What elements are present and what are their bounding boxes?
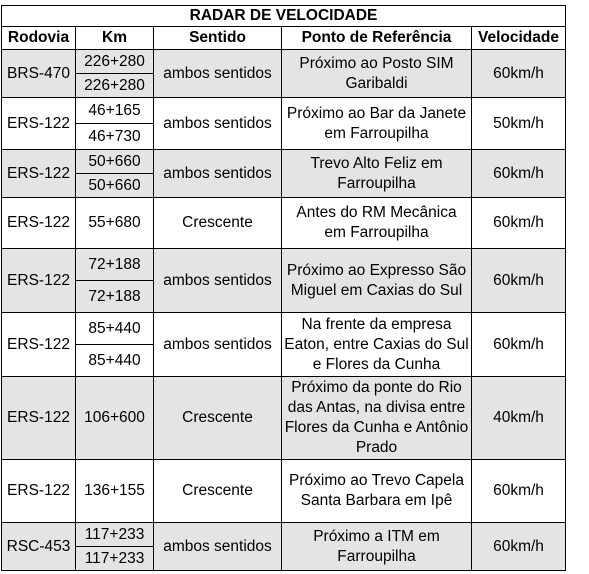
cell-km: 136+155	[76, 460, 154, 523]
header-rodovia: Rodovia	[2, 27, 76, 50]
cell-velocidade: 60km/h	[472, 523, 566, 571]
radar-table-container	[1, 5, 566, 571]
cell-km: 55+680	[76, 198, 154, 249]
cell-ponto-referencia: Próximo ao Bar da Janete em Farroupilha	[282, 98, 472, 150]
cell-velocidade: 60km/h	[472, 150, 566, 198]
cell-velocidade: 60km/h	[472, 313, 566, 377]
cell-ponto-referencia: Na frente da empresa Eaton, entre Caxias do Sul e Flores da Cunha	[282, 313, 472, 377]
cell-velocidade: 60km/h	[472, 50, 566, 98]
cell-velocidade: 50km/h	[472, 98, 566, 150]
cell-km: 85+440	[76, 345, 154, 377]
cell-ponto-referencia: Próximo ao Expresso São Miguel em Caxias do Sul	[282, 249, 472, 313]
cell-sentido: ambos sentidos	[154, 150, 282, 198]
table-body	[2, 50, 566, 571]
cell-km: 85+440	[76, 313, 154, 345]
cell-velocidade: 60km/h	[472, 460, 566, 523]
cell-km: 72+188	[76, 281, 154, 313]
cell-sentido: ambos sentidos	[154, 98, 282, 150]
cell-sentido: ambos sentidos	[154, 249, 282, 313]
cell-km: 50+660	[76, 174, 154, 198]
table-row	[2, 249, 566, 281]
cell-rodovia: ERS-122	[2, 313, 76, 377]
radar-table	[1, 5, 566, 571]
header-velocidade: Velocidade	[472, 27, 566, 50]
table-row	[2, 523, 566, 547]
table-row	[2, 313, 566, 345]
cell-km: 50+660	[76, 150, 154, 174]
cell-sentido: ambos sentidos	[154, 523, 282, 571]
cell-sentido: Crescente	[154, 198, 282, 249]
cell-rodovia: ERS-122	[2, 249, 76, 313]
cell-ponto-referencia: Próximo da ponte do Rio das Antas, na divisa entre Flores da Cunha e Antônio Prado	[282, 377, 472, 460]
header-sentido: Sentido	[154, 27, 282, 50]
cell-km: 117+233	[76, 547, 154, 571]
table-row	[2, 377, 566, 460]
cell-km: 46+165	[76, 98, 154, 124]
cell-rodovia: RSC-453	[2, 523, 76, 571]
cell-rodovia: BRS-470	[2, 50, 76, 98]
cell-km: 226+280	[76, 50, 154, 74]
table-row	[2, 150, 566, 174]
cell-sentido: Crescente	[154, 377, 282, 460]
cell-ponto-referencia: Próximo a ITM em Farroupilha	[282, 523, 472, 571]
cell-rodovia: ERS-122	[2, 198, 76, 249]
table-row	[2, 460, 566, 523]
header-km: Km	[76, 27, 154, 50]
cell-rodovia: ERS-122	[2, 150, 76, 198]
cell-ponto-referencia: Próximo ao Trevo Capela Santa Barbara em Ipê	[282, 460, 472, 523]
cell-km: 106+600	[76, 377, 154, 460]
cell-ponto-referencia: Trevo Alto Feliz em Farroupilha	[282, 150, 472, 198]
cell-km: 46+730	[76, 124, 154, 150]
cell-velocidade: 60km/h	[472, 249, 566, 313]
cell-sentido: ambos sentidos	[154, 313, 282, 377]
cell-rodovia: ERS-122	[2, 98, 76, 150]
cell-rodovia: ERS-122	[2, 377, 76, 460]
cell-km: 72+188	[76, 249, 154, 281]
cell-ponto-referencia: Próximo ao Posto SIM Garibaldi	[282, 50, 472, 98]
cell-ponto-referencia: Antes do RM Mecânica em Farroupilha	[282, 198, 472, 249]
table-title: RADAR DE VELOCIDADE	[2, 6, 566, 27]
cell-rodovia: ERS-122	[2, 460, 76, 523]
header-ponto-referencia: Ponto de Referência	[282, 27, 472, 50]
cell-km: 117+233	[76, 523, 154, 547]
table-row	[2, 198, 566, 249]
cell-sentido: Crescente	[154, 460, 282, 523]
table-row	[2, 98, 566, 124]
table-row	[2, 50, 566, 74]
cell-velocidade: 60km/h	[472, 198, 566, 249]
cell-velocidade: 40km/h	[472, 377, 566, 460]
cell-sentido: ambos sentidos	[154, 50, 282, 98]
cell-km: 226+280	[76, 74, 154, 98]
